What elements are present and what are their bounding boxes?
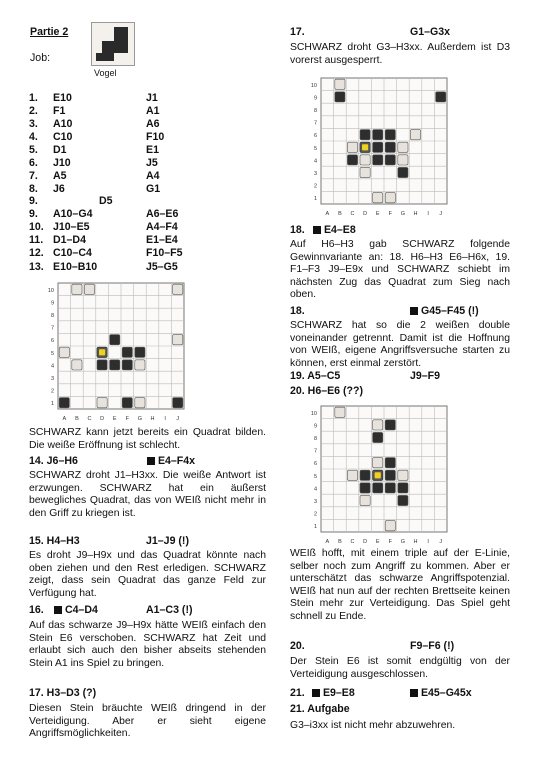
rank-label: 7	[50, 325, 54, 332]
left-para-1: SCHWARZ kann jetzt bereits ein Quadrat bilden. Die weiße Eröffnung ist schlecht.	[29, 427, 266, 451]
white-stone	[360, 167, 370, 177]
black-stone	[436, 92, 446, 102]
black-move: A1	[146, 105, 160, 117]
black-stone	[398, 483, 408, 493]
left-para-5: Diesen Stein bräuchte WEIß dringend in der Verteidigung. Aber er sieht eigene Angriffsmöglichkeiten.	[29, 703, 266, 740]
file-label: J	[439, 539, 443, 545]
move-number: 9.	[29, 195, 38, 207]
highlight-marker	[375, 472, 381, 478]
move-number: 5.	[29, 144, 38, 156]
rank-label: 4	[50, 363, 54, 370]
black-move: A4–F4	[146, 221, 178, 233]
move-number: 2.	[29, 105, 38, 117]
file-label: C	[350, 211, 355, 217]
white-move: D1	[53, 144, 67, 156]
black-stone	[373, 142, 383, 152]
vogel-label: Vogel	[94, 68, 117, 78]
rank-label: 10	[310, 82, 317, 89]
file-label: I	[427, 539, 429, 545]
right-para-1: SCHWARZ droht G3–H3xx. Außerdem ist D3 vorerst ausgesperrt.	[290, 42, 510, 66]
rank-label: 6	[313, 133, 317, 140]
black-move: F10	[146, 131, 165, 143]
file-label: E	[112, 416, 117, 422]
white-stone	[173, 335, 183, 345]
rank-label: 10	[47, 287, 54, 294]
right-para-6: G3–i3xx ist nicht mehr abzuwehren.	[290, 720, 456, 731]
file-label: F	[125, 416, 129, 422]
rank-label: 9	[50, 300, 54, 307]
white-move: J10	[53, 157, 71, 169]
file-label: I	[427, 211, 429, 217]
white-stone	[347, 142, 357, 152]
move-number: 8.	[29, 183, 38, 195]
white-stone	[410, 130, 420, 140]
board-3	[305, 400, 465, 546]
black-stone	[360, 470, 370, 480]
white-move: C10–C4	[53, 247, 92, 259]
black-move: J5	[146, 157, 158, 169]
black-stone	[398, 495, 408, 505]
right-para-2: Auf H6–H3 gab SCHWARZ folgende Gewinnvariante an: 18. H6–H3 E6–H6x, 19. F1–F3 J9–E9x und SCHWARZ schiebt im nächsten Zug das Quadrat zum Sieg nach oben.	[290, 239, 510, 301]
black-stone	[385, 458, 395, 468]
rank-label: 4	[313, 158, 317, 165]
rank-label: 3	[50, 376, 54, 383]
rank-label: 6	[50, 338, 54, 345]
rank-label: 8	[313, 108, 317, 115]
file-label: E	[375, 211, 380, 217]
right-para-5: Der Stein E6 ist somit endgültig von der Verteidigung ausgeschlossen.	[290, 656, 510, 680]
file-label: A	[325, 211, 330, 217]
left-para-2: SCHWARZ droht J1–H3xx. Die weiße Antwort ist erzwungen. SCHWARZ hat ein äußerst bewegliches Quadrat, das von WEIß nicht mehr in den Griff zu kriegen ist.	[29, 470, 266, 519]
white-move: C10	[53, 131, 73, 143]
white-stone	[360, 495, 370, 505]
black-stone	[335, 92, 345, 102]
move-number: 10.	[29, 221, 44, 233]
highlight-marker	[99, 349, 105, 355]
rank-label: 3	[313, 499, 317, 506]
page-title: Partie 2	[30, 26, 69, 38]
right-para-3: SCHWARZ hat so die 2 weißen double voneinander getrennt. Damit ist die Hoffnung von WEIß, eigene Angriffsversuche starten zu können, erst einmal zerstört.	[290, 320, 510, 369]
board-2	[305, 72, 465, 218]
white-stone	[398, 142, 408, 152]
file-label: D	[363, 539, 368, 545]
rank-label: 2	[313, 511, 317, 518]
white-move: A10–G4	[53, 208, 93, 220]
file-label: F	[388, 539, 392, 545]
rank-label: 5	[313, 473, 317, 480]
white-move: D1–D4	[53, 234, 86, 246]
white-stone	[59, 347, 69, 357]
rank-label: 5	[313, 145, 317, 152]
white-move: A10	[53, 118, 73, 130]
move-number: 9.	[29, 208, 38, 220]
rank-label: 1	[313, 196, 317, 203]
rank-label: 2	[313, 183, 317, 190]
white-move: A5	[53, 170, 67, 182]
black-move: J1	[146, 92, 158, 104]
black-stone	[373, 432, 383, 442]
black-stone	[385, 155, 395, 165]
file-label: I	[164, 416, 166, 422]
rank-label: 10	[310, 410, 317, 417]
aufgabe-heading: 21. Aufgabe	[290, 703, 350, 715]
white-stone	[84, 284, 94, 294]
white-stone	[72, 360, 82, 370]
left-para-3: Es droht J9–H9x und das Quadrat könnte nach oben ziehen und den Rest erledigen. SCHWARZ zeigt, dass sein Quadrat das ganze Feld zur Verfügung hat.	[29, 550, 266, 599]
file-label: B	[75, 416, 79, 422]
move-number: 3.	[29, 118, 38, 130]
black-move: E1–E4	[146, 234, 178, 246]
board-1	[42, 277, 196, 423]
black-stone	[347, 155, 357, 165]
file-label: H	[413, 539, 418, 545]
black-move: J5–G5	[146, 261, 178, 273]
file-label: H	[413, 211, 418, 217]
file-label: C	[87, 416, 92, 422]
black-stone	[110, 360, 120, 370]
white-move: J10–E5	[53, 221, 90, 233]
file-label: J	[439, 211, 443, 217]
white-stone	[173, 284, 183, 294]
white-move: J6	[53, 183, 65, 195]
black-move: F10–F5	[146, 247, 183, 259]
rank-label: 1	[313, 524, 317, 531]
white-stone	[373, 420, 383, 430]
right-para-4: WEIß hofft, mit einem triple auf der E-Linie, selber noch zum Angriff zu kommen. Aber er unterschätzt das schwarze Angriffspotenzial. WEIß hat nun auf der rechten Brettseite keinen Stein mehr zur Verteidigung. Das Spiel geht schnell zu Ende.	[290, 548, 510, 622]
move-number: 6.	[29, 157, 38, 169]
white-stone	[97, 398, 107, 408]
rank-label: 5	[50, 350, 54, 357]
white-stone	[373, 193, 383, 203]
move-number: 13.	[29, 261, 44, 273]
black-stone	[135, 347, 145, 357]
vogel-diagram	[91, 22, 135, 66]
rank-label: 9	[313, 423, 317, 430]
white-stone	[72, 284, 82, 294]
white-move: D5	[99, 195, 113, 207]
black-move: A6	[146, 118, 160, 130]
rank-label: 8	[313, 436, 317, 443]
black-stone	[385, 483, 395, 493]
file-label: J	[176, 416, 180, 422]
white-move: E10–B10	[53, 261, 98, 273]
rank-label: 4	[313, 486, 317, 493]
file-label: C	[350, 539, 355, 545]
black-stone	[385, 142, 395, 152]
white-move: F1	[53, 105, 66, 117]
black-stone	[173, 398, 183, 408]
move-number: 11.	[29, 234, 44, 246]
move-number: 7.	[29, 170, 38, 182]
black-stone	[373, 155, 383, 165]
black-stone	[398, 167, 408, 177]
rank-label: 1	[50, 401, 54, 408]
black-stone	[360, 483, 370, 493]
rank-label: 2	[50, 388, 54, 395]
white-stone	[135, 360, 145, 370]
black-stone	[59, 398, 69, 408]
white-stone	[335, 407, 345, 417]
black-stone	[122, 398, 132, 408]
white-move: E10	[53, 92, 72, 104]
white-stone	[360, 155, 370, 165]
white-stone	[347, 470, 357, 480]
move-number: 12.	[29, 247, 44, 259]
black-move: A6–E6	[146, 208, 179, 220]
black-stone	[373, 130, 383, 140]
white-stone	[385, 521, 395, 531]
file-label: E	[375, 539, 380, 545]
file-label: H	[150, 416, 155, 422]
job-label: Job:	[30, 52, 51, 64]
move-number: 1.	[29, 92, 38, 104]
file-label: A	[325, 539, 330, 545]
left-para-4: Auf das schwarze J9–H9x hätte WEIß einfach den Stein E6 verschoben. SCHWARZ hat Zeit und erlaubt sich auch den bisher abseits stehenden Stein A1 ins Spiel zu bringen.	[29, 620, 266, 669]
white-stone	[398, 470, 408, 480]
black-stone	[385, 470, 395, 480]
black-stone	[97, 360, 107, 370]
file-label: G	[400, 211, 406, 217]
rank-label: 9	[313, 95, 317, 102]
white-stone	[385, 193, 395, 203]
rank-label: 7	[313, 448, 317, 455]
black-stone	[360, 130, 370, 140]
black-stone	[373, 483, 383, 493]
black-move: G1	[146, 183, 161, 195]
black-stone	[385, 420, 395, 430]
white-stone	[135, 398, 145, 408]
white-stone	[373, 458, 383, 468]
white-stone	[398, 155, 408, 165]
black-stone	[122, 347, 132, 357]
file-label: A	[62, 416, 67, 422]
file-label: F	[388, 211, 392, 217]
white-stone	[335, 79, 345, 89]
black-stone	[110, 335, 120, 345]
rank-label: 3	[313, 171, 317, 178]
rank-label: 7	[313, 120, 317, 127]
file-label: G	[137, 416, 143, 422]
black-stone	[385, 130, 395, 140]
file-label: D	[363, 211, 368, 217]
rank-label: 8	[50, 313, 54, 320]
highlight-marker	[362, 144, 368, 150]
move-number: 4.	[29, 131, 38, 143]
file-label: B	[338, 211, 342, 217]
black-move: E1	[146, 144, 159, 156]
file-label: G	[400, 539, 406, 545]
file-label: B	[338, 539, 342, 545]
black-move: A4	[146, 170, 160, 182]
rank-label: 6	[313, 461, 317, 468]
black-stone	[122, 360, 132, 370]
file-label: D	[100, 416, 105, 422]
